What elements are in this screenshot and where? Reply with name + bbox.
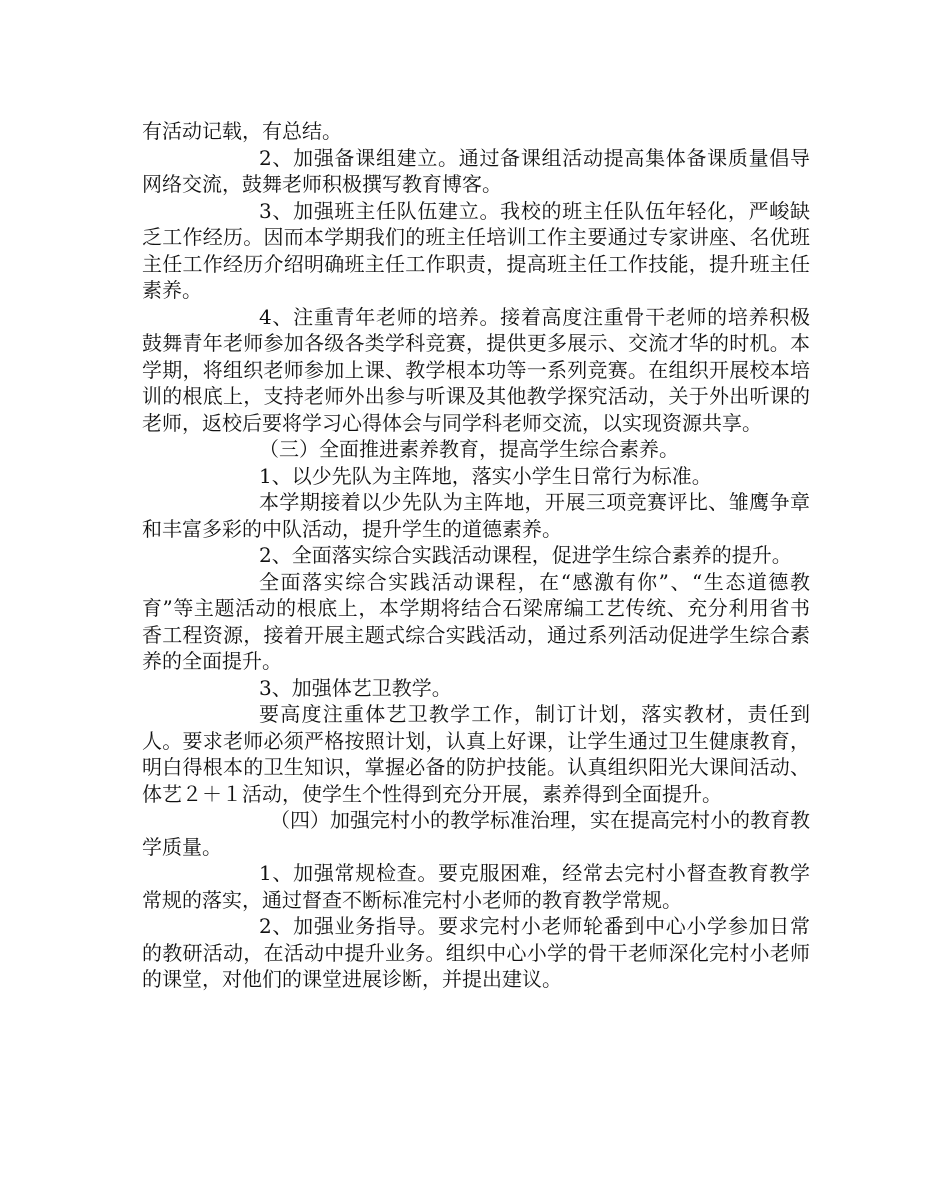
paragraph-7: 本学期接着以少先队为主阵地，开展三项竞赛评比、雏鹰争章和丰富多彩的中队活动，提升学生的道德素养。 bbox=[142, 490, 810, 541]
paragraph-4: 4、注重青年老师的培养。接着高度注重骨干老师的培养积极鼓舞青年老师参加各级各类学科竞赛，提供更多展示、交流才华的时机。本学期，将组织老师参加上课、教学根本功等一系列竞赛。在组织开展校本培训的根底上，支持老师外出参与听课及其他教学探究活动，关于外出听课的老师，返校后要将学习心得体会与同学科老师交流，以实现资源共享。 bbox=[142, 304, 810, 435]
paragraph-14: 2、加强业务指导。要求完村小老师轮番到中心小学参加日常的教研活动，在活动中提升业务。组织中心小学的骨干老师深化完村小老师的课堂，对他们的课堂进展诊断，并提出建议。 bbox=[142, 914, 810, 991]
section-heading-4: （四）加强完村小的教学标准治理，实在提高完村小的教育教学质量。 bbox=[142, 808, 810, 859]
section-heading-3: （三）全面推进素养教育，提高学生综合素养。 bbox=[259, 437, 679, 461]
paragraph-6: 1、以少先队为主阵地，落实小学生日常行为标准。 bbox=[259, 463, 712, 488]
paragraph-2: 2、加强备课组建立。通过备课组活动提高集体备课质量倡导网络交流，鼓舞老师积极撰写教育博客。 bbox=[142, 145, 810, 196]
document-body bbox=[142, 118, 810, 993]
paragraph-9: 全面落实综合实践活动课程，在“感激有你”、“生态道德教育”等主题活动的根底上，本学期将结合石梁席编工艺传统、充分利用省书香工程资源，接着开展主题式综合实践活动，通过系列活动促进学生综合素养的全面提升。 bbox=[142, 569, 810, 673]
paragraph-8: 2、全面落实综合实践活动课程，促进学生综合素养的提升。 bbox=[259, 543, 792, 567]
paragraph-11: 要高度注重体艺卫教学工作，制订计划，落实教材，责任到人。要求老师必须严格按照计划，认真上好课，让学生通过卫生健康教育，明白得根本的卫生知识，掌握必备的防护技能。认真组织阳光大课间活动、体艺２＋１活动，使学生个性得到充分开展，素养得到全面提升。 bbox=[142, 702, 810, 806]
paragraph-3: 3、加强班主任队伍建立。我校的班主任队伍年轻化，严峻缺乏工作经历。因而本学期我们的班主任培训工作主要通过专家讲座、名优班主任工作经历介绍明确班主任工作职责，提高班主任工作技能，提升班主任素养。 bbox=[142, 198, 810, 302]
paragraph-1: 有活动记载，有总结。 bbox=[142, 119, 342, 143]
paragraph-13: 1、加强常规检查。要克服困难，经常去完村小督查教育教学常规的落实，通过督查不断标准完村小老师的教育教学常规。 bbox=[142, 861, 810, 912]
paragraph-10: 3、加强体艺卫教学。 bbox=[259, 675, 452, 700]
